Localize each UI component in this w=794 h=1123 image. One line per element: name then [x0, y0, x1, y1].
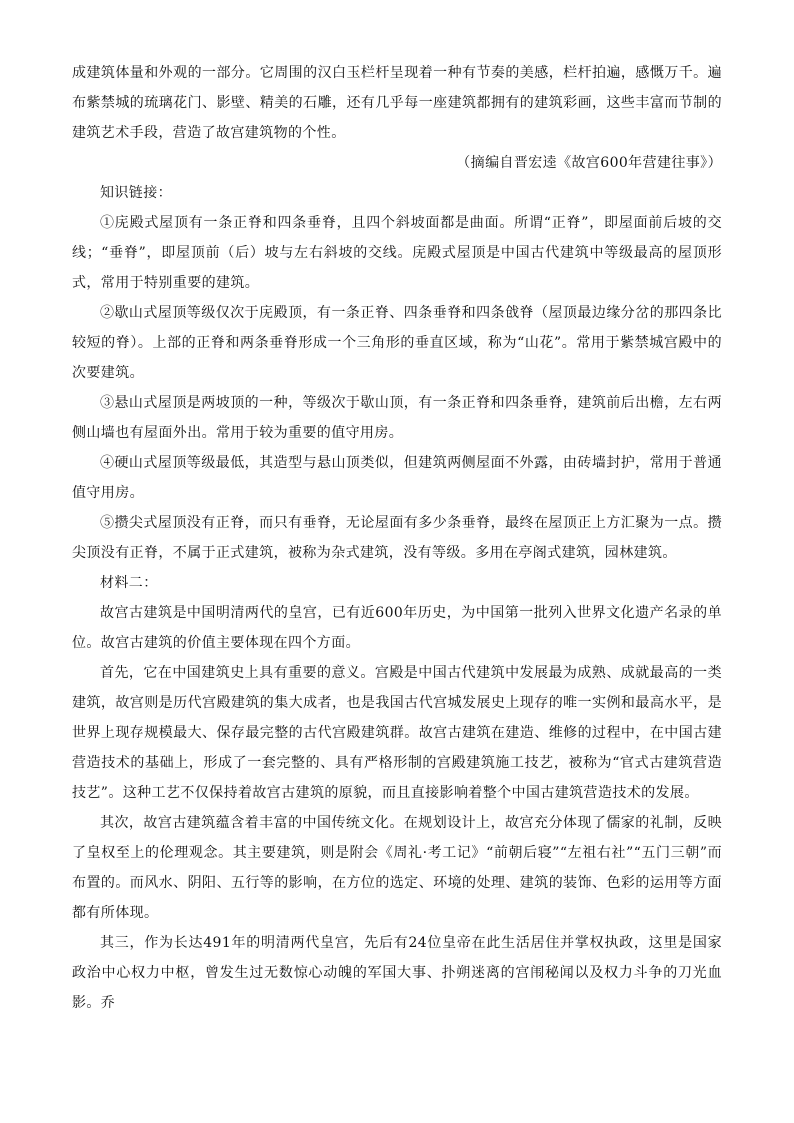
knowledge-item-xieshan: ②歇山式屋顶等级仅次于庑殿顶，有一条正脊、四条垂脊和四条戗脊（屋顶最边缘分岔的那四条比较短的脊）。上部的正脊和两条垂脊形成一个三角形的垂直区域，称为“山花”。常用于紫禁城宫殿中的次要建筑。 [72, 305, 722, 381]
knowledge-link-heading: 知识链接： [100, 185, 172, 201]
material-two-first-point: 首先，它在中国建筑史上具有重要的意义。宫殿是中国古代建筑中发展最为成熟、成就最高的一类建筑，故宫则是历代宫殿建筑的集大成者，也是我国古代宫城发展史上现存的唯一实例和最高水平，是世界上现存规模最大、保存最完整的古代宫殿建筑群。故宫古建筑在建造、维修的过程中，在中国古建营造技术的基础上，形成了一套完整的、具有严格形制的宫殿建筑施工技艺，被称为“官式古建筑营造技艺”。这种工艺不仅保持着故宫古建筑的原貌，而且直接影响着整个中国古建筑营造技术的发展。 [72, 665, 722, 801]
knowledge-item-wudian: ①庑殿式屋顶有一条正脊和四条垂脊，且四个斜坡面都是曲面。所谓“正脊”，即屋面前后坡的交线；“垂脊”，即屋顶前（后）坡与左右斜坡的交线。庑殿式屋顶是中国古代建筑中等级最高的屋顶形式，常用于特别重要的建筑。 [72, 215, 722, 291]
material-two-third-point: 其三，作为长达491年的明清两代皇宫，先后有24位皇帝在此生活居住并掌权执政，这里是国家政治中心权力中枢，曾发生过无数惊心动魄的军国大事、扑朔迷离的宫闱秘闻以及权力斗争的刀光血影。乔 [72, 935, 722, 1011]
material-two-heading: 材料二： [100, 575, 158, 591]
knowledge-item-yingshan: ④硬山式屋顶等级最低，其造型与悬山顶类似，但建筑两侧屋面不外露，由砖墙封护，常用于普通值守用房。 [72, 455, 722, 501]
knowledge-item-xuanshan: ③悬山式屋顶是两坡顶的一种，等级次于歇山顶，有一条正脊和四条垂脊，建筑前后出檐，左右两侧山墙也有屋面外出。常用于较为重要的值守用房。 [72, 395, 722, 441]
source-citation: （摘编自晋宏逵《故宫600年营建往事》） [456, 155, 722, 171]
paragraph-material-one-end: 成建筑体量和外观的一部分。它周围的汉白玉栏杆呈现着一种有节奏的美感，栏杆拍遍，感慨万千。遍布紫禁城的琉璃花门、影壁、精美的石雕，还有几乎每一座建筑都拥有的建筑彩画，这些丰富而节制的建筑艺术手段，营造了故宫建筑物的个性。 [72, 65, 722, 141]
knowledge-item-cuanjian: ⑤攒尖式屋顶没有正脊，而只有垂脊，无论屋面有多少条垂脊，最终在屋顶正上方汇聚为一点。攒尖顶没有正脊，不属于正式建筑，被称为杂式建筑，没有等级。多用在亭阁式建筑，园林建筑。 [72, 515, 722, 561]
material-two-intro: 故宫古建筑是中国明清两代的皇宫，已有近600年历史，为中国第一批列入世界文化遗产名录的单位。故宫古建筑的价值主要体现在四个方面。 [72, 605, 722, 651]
material-two-second-point: 其次，故宫古建筑蕴含着丰富的中国传统文化。在规划设计上，故宫充分体现了儒家的礼制，反映了皇权至上的伦理观念。其主要建筑，则是附会《周礼·考工记》“前朝后寝”“左祖右社”“五门三朝”而布置的。而风水、阴阳、五行等的影响，在方位的选定、环境的处理、建筑的装饰、色彩的运用等方面都有所体现。 [72, 815, 722, 921]
document-page [72, 58, 722, 1018]
